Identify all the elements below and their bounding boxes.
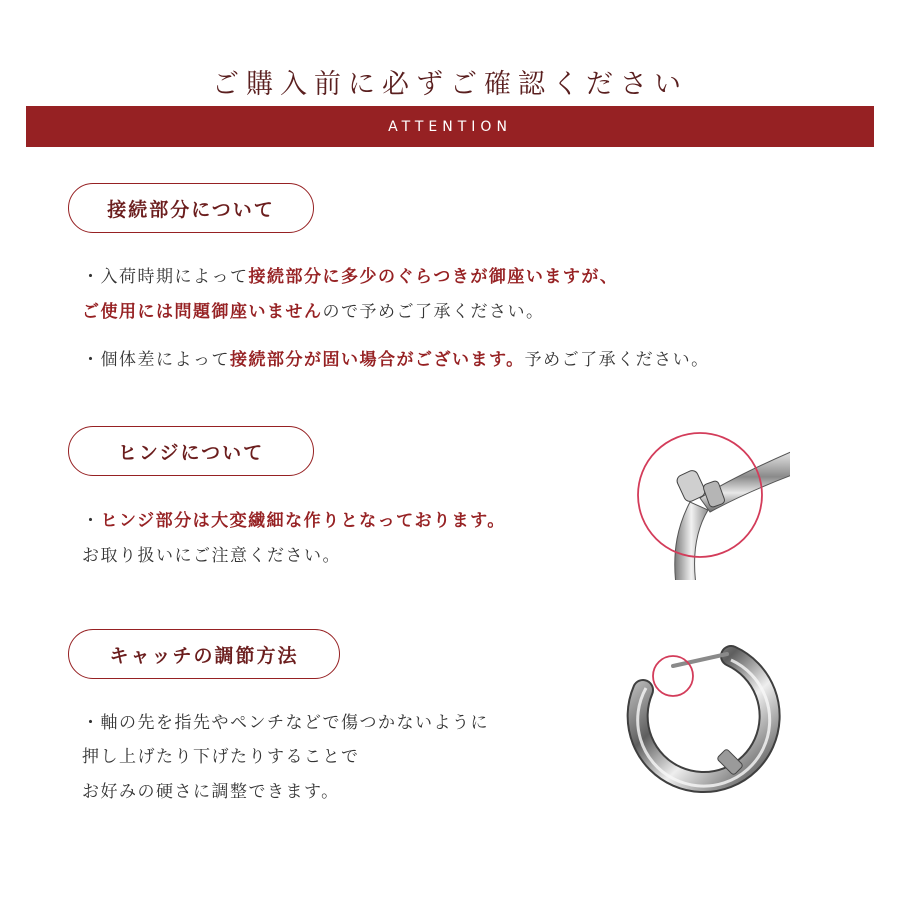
attention-banner	[26, 106, 874, 147]
section-heading-label: 接続部分について	[107, 198, 275, 221]
section-heading-catch-adjust	[68, 629, 340, 679]
section-heading-label: ヒンジについて	[117, 441, 265, 464]
section-text-line: ご使用には問題御座いませんので予めご了承ください。	[82, 302, 545, 322]
section-heading-hinge	[68, 426, 314, 476]
section-text-line: ・ヒンジ部分は大変繊細な作りとなっております。	[82, 511, 506, 531]
attention-label: ATTENTION	[388, 118, 512, 135]
hoop-earring-image	[615, 642, 785, 802]
section-text-line: お好みの硬さに調整できます。	[82, 782, 340, 802]
page-title: ご購入前に必ずご確認ください	[212, 69, 688, 100]
section-text-line: ・軸の先を指先やペンチなどで傷つかないように	[82, 713, 489, 733]
section-text-line: お取り扱いにご注意ください。	[82, 546, 341, 566]
section-heading-connection	[68, 183, 314, 233]
section-text-line: 押し上げたり下げたりすることで	[82, 747, 360, 767]
section-text-line: ・個体差によって接続部分が固い場合がございます。予めご了承ください。	[82, 350, 710, 370]
hinge-closeup-image	[630, 420, 800, 585]
section-heading-label: キャッチの調節方法	[109, 644, 299, 667]
section-text-line: ・入荷時期によって接続部分に多少のぐらつきが御座いますが、	[82, 267, 619, 287]
